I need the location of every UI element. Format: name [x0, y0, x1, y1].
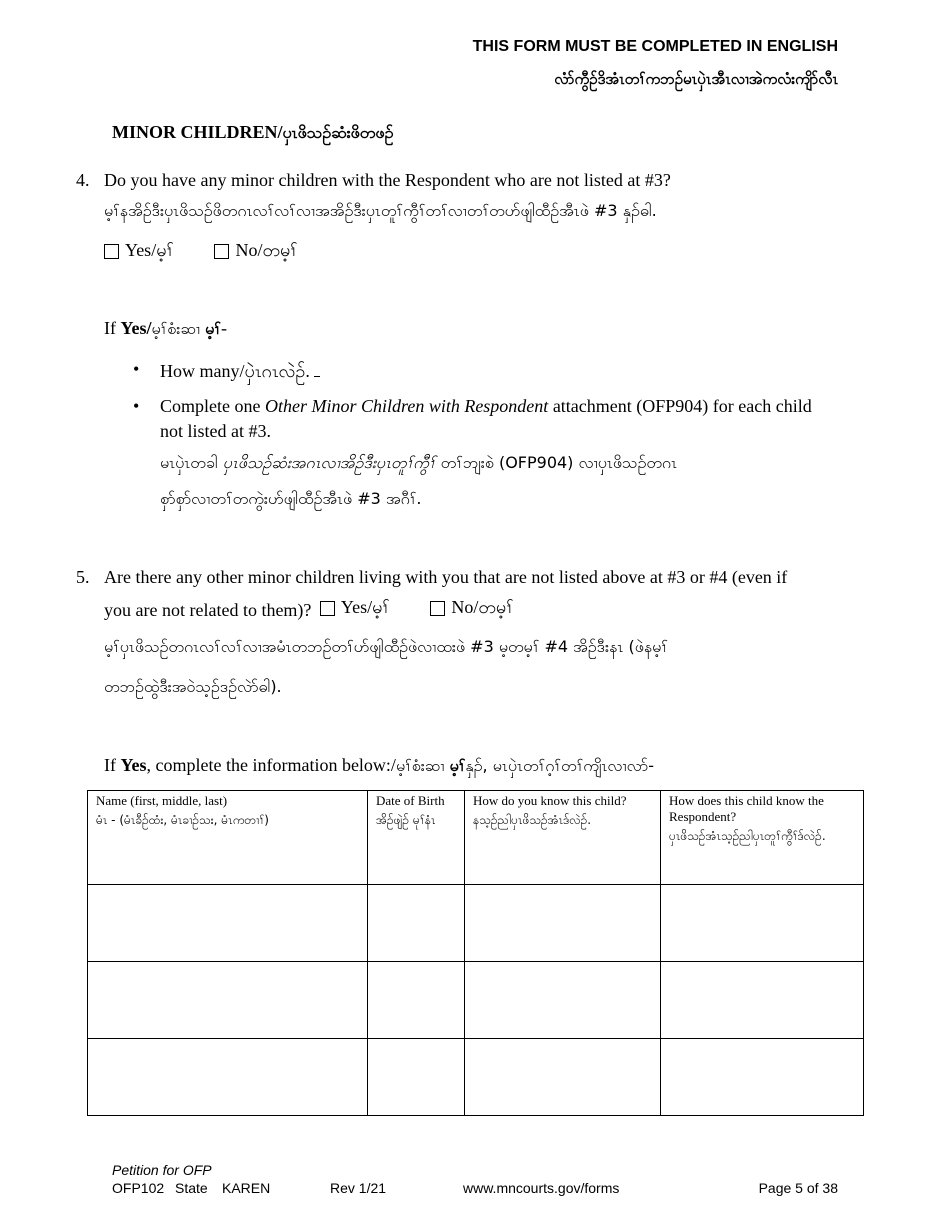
attachment-karen-form-name: ပှၤဖိသဉ်ဆံးအဂၤလၢအိဉ်ဒီးပှၤတူၢ်ကွီၢ် [222, 453, 436, 472]
child-knows-respondent-cell[interactable] [661, 962, 864, 1039]
section-title-english: MINOR CHILDREN/ [112, 122, 283, 142]
question-4-options [104, 238, 298, 265]
how-many-input[interactable] [314, 364, 320, 377]
question-4-text-karen: မ့ၢ်နအိဉ်ဒီးပှၤဖိသဉ်ဖိတဂၤလၢ်လၢ်လၢအအိဉ်ဒီးပှၤတူၢ်ကွီၢ်တၢ်လၢတၢ်တဟ်ဖျါထီဉ်အီၤဖဲ #3 နှၣ်ဓါ. [104, 201, 657, 220]
question-5-text: Are there any other minor children living with you that are not listed above at #3 or #4 (even if [104, 567, 788, 587]
if-yes-karen: မ့ၢ်စံးဆၢ [151, 319, 206, 338]
bullet-dot: • [133, 396, 140, 416]
question-5-text-line2 [104, 595, 514, 622]
if-yes-karen-bold: မ့ၢ် [449, 756, 466, 775]
language-notice-english: THIS FORM MUST BE COMPLETED IN ENGLISH [472, 38, 838, 55]
question-4-no-option[interactable] [214, 238, 297, 265]
if-yes-prefix: If [104, 755, 121, 775]
question-4-no-checkbox[interactable] [214, 244, 229, 259]
table-row [88, 962, 864, 1039]
how-many-label: How many/ပှဲၤဂၤလဲဉ်. [160, 361, 310, 381]
question-4-no-label: No/တမ့ၢ် [235, 240, 298, 260]
if-yes-prefix: If [104, 318, 121, 338]
how-know-child-cell[interactable] [465, 885, 661, 962]
footer-page-number: Page 5 of 38 [758, 1180, 838, 1196]
child-knows-respondent-cell[interactable] [661, 885, 864, 962]
attachment-text-a: Complete one [160, 396, 265, 416]
attachment-instruction-karen [160, 452, 677, 476]
question-5-text-end: you are not related to them)? [104, 600, 312, 620]
table-row [88, 885, 864, 962]
section-title-karen: ပှၤဖိသဉ်ဆံးဖိတဖဉ် [282, 123, 394, 142]
dob-cell[interactable] [368, 885, 465, 962]
column-header-dob: Date of Birth အိဉ်ဖျဲဉ် မုၢ်နံၤ [368, 791, 465, 885]
name-cell[interactable] [88, 885, 368, 962]
question-4-yes-label: Yes/မ့ၢ် [125, 240, 174, 260]
attachment-form-name: Other Minor Children with Respondent [264, 396, 549, 416]
footer-language: KAREN [222, 1180, 271, 1196]
if-yes-bold: Yes [120, 755, 147, 775]
child-knows-respondent-cell[interactable] [661, 1039, 864, 1116]
if-yes-bold: Yes/ [120, 318, 152, 338]
footer-revision: Rev 1/21 [330, 1180, 387, 1196]
column-header-child-knows-respondent: How does this child know the Respondent? ပှၤဖိသဉ်အံၤသ့ဉ်ညါပှၤတူၢ်ကွီၢ်ဒ်လဲဉ်. [661, 791, 864, 885]
footer-form-code: OFP102 [112, 1180, 165, 1196]
how-know-child-cell[interactable] [465, 1039, 661, 1116]
question-4-text: Do you have any minor children with the Respondent who are not listed at #3? [104, 170, 671, 190]
question-5-no-label: No/တမ့ၢ် [451, 597, 514, 617]
column-header-how-know-child: How do you know this child? နသ့ဉ်ညါပှၤဖိသဉ်အံၤဒ်လဲဉ်. [465, 791, 661, 885]
if-yes-rest: , complete the information below:/ [146, 755, 396, 775]
language-notice-karen: လံာ်ကွီဉ်ဒိအံၤတၢ်ကဘဉ်မၤပှဲၤအီၤလၢအဲကလံးကျိာ်လီၤ [554, 70, 838, 88]
question-5-yes-label: Yes/မ့ၢ် [340, 597, 390, 617]
attachment-instruction-karen-cont: စှာ်စှာ်လၢတၢ်တကွဲးဟ်ဖျါထီဉ်အီၤဖဲ #3 အဂီၢ်. [160, 489, 422, 508]
question-5-if-yes [104, 755, 654, 779]
if-yes-dash: - [220, 318, 227, 338]
question-5-yes-option[interactable] [320, 595, 390, 622]
section-title [112, 122, 393, 146]
question-4-yes-option[interactable] [104, 238, 174, 265]
footer-form-title: Petition for OFP [112, 1162, 212, 1178]
attachment-instruction-cont: not listed at #3. [160, 421, 271, 441]
question-4-yes-checkbox[interactable] [104, 244, 119, 259]
question-4-if-yes [104, 318, 227, 342]
footer-state: State [175, 1180, 208, 1196]
footer-url[interactable]: www.mncourts.gov/forms [463, 1180, 620, 1196]
attachment-text-b: attachment (OFP904) for each child [548, 396, 812, 416]
attachment-karen-b: တၢ်ဘျးစဲ (OFP904) လၢပှၤဖိသဉ်တဂၤ [435, 453, 678, 472]
table-row [88, 1039, 864, 1116]
question-5-text-karen-line2: တဘဉ်ထွဲဒီးအဝဲသ့ဉ်ဒဉ်လဲာ်ဓါ). [104, 677, 282, 696]
if-yes-karen-bold: မ့ၢ် [205, 319, 221, 338]
bullet-dot: • [133, 359, 140, 379]
table-header-row [88, 791, 864, 885]
name-cell[interactable] [88, 962, 368, 1039]
question-5-no-checkbox[interactable] [430, 601, 445, 616]
how-know-child-cell[interactable] [465, 962, 661, 1039]
other-children-table [87, 790, 864, 1116]
question-5-no-option[interactable] [430, 595, 513, 622]
question-4-number: 4. [76, 170, 90, 190]
column-header-name: Name (first, middle, last) မံၤ - (မံၤခီဉ်ထံး, မံၤခၢဉ်သး, မံၤကတၢၢ်) [88, 791, 368, 885]
how-many-line [160, 359, 320, 386]
name-cell[interactable] [88, 1039, 368, 1116]
question-5-number: 5. [76, 567, 90, 587]
attachment-instruction [160, 396, 812, 417]
question-5-yes-checkbox[interactable] [320, 601, 335, 616]
dob-cell[interactable] [368, 962, 465, 1039]
if-yes-karen-rest: နှၣ်, မၤပှဲၤတၢ်ဂ့ၢ်တၢ်ကျိၤလၢလာ်- [465, 756, 655, 775]
if-yes-karen: မ့ၢ်စံးဆၢ [395, 756, 450, 775]
dob-cell[interactable] [368, 1039, 465, 1116]
question-5-text-karen: မ့ၢ်ပှၤဖိသဉ်တဂၤလၢ်လၢ်လၢအမံၤတဘဉ်တၢ်ဟ်ဖျါထီဉ်ဖဲလၢထးဖဲ #3 မ့တမ့ၢ် #4 အိဉ်ဒီးနၤ (ဖဲနမ့ၢ် [104, 637, 668, 656]
attachment-karen-a: မၤပှဲၤတခါ [160, 453, 223, 472]
